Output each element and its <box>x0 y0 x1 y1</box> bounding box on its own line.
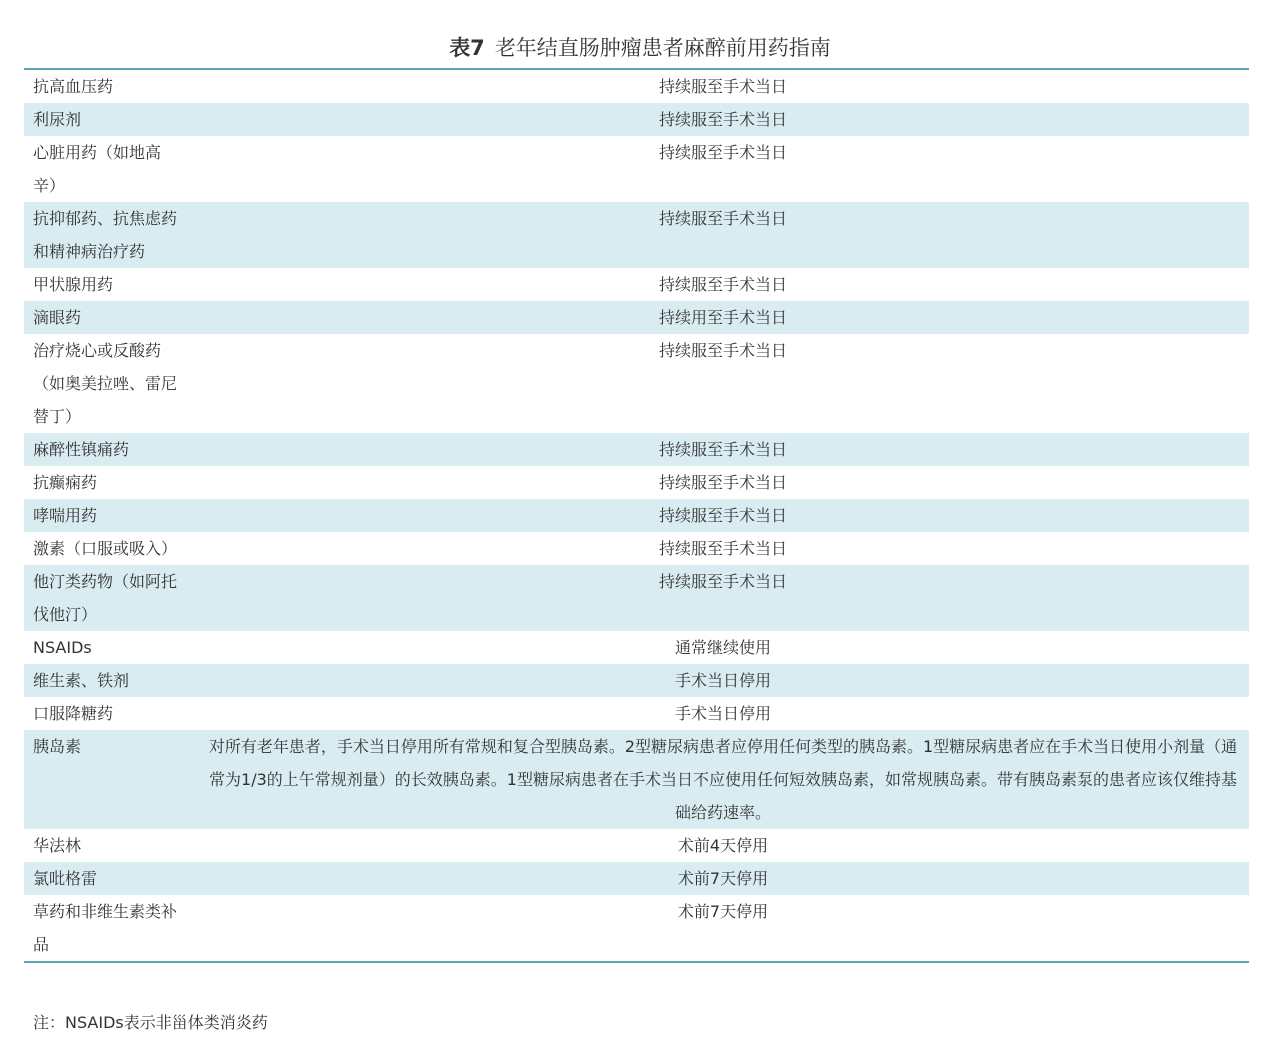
drug-name-cell: 维生素、铁剂 <box>24 664 199 697</box>
drug-name-cell: 草药和非维生素类补品 <box>33 902 178 954</box>
drug-name-cell: 激素（口服或吸入） <box>33 539 178 558</box>
drug-name-cell: 抗高血压药 <box>33 77 114 96</box>
table-title <box>0 30 1280 66</box>
table-row <box>24 499 1249 532</box>
drug-name-cell: 利尿剂 <box>24 103 199 136</box>
drug-name-cell: 华法林 <box>33 836 82 855</box>
recommendation-cell: 持续服至手术当日 <box>199 202 1249 268</box>
recommendation-cell: 持续服至手术当日 <box>199 103 1249 136</box>
table-row <box>24 301 1249 334</box>
recommendation-cell: 术前4天停用 <box>677 836 769 855</box>
medication-table <box>24 68 1249 963</box>
drug-name-cell: 滴眼药 <box>24 301 199 334</box>
recommendation-cell: 术前7天停用 <box>677 902 769 921</box>
drug-name-cell: 他汀类药物（如阿托伐他汀） <box>24 565 199 631</box>
recommendation-cell: 持续服至手术当日 <box>199 499 1249 532</box>
recommendation-cell: 对所有老年患者，手术当日停用所有常规和复合型胰岛素。2型糖尿病患者应停用任何类型的胰岛素。1型糖尿病患者应在手术当日使用小剂量（通常为1/3的上午常规剂量）的长效胰岛素。1型糖尿病患者在手术当日不应使用任何短效胰岛素，如常规胰岛素。带有胰岛素泵的患者应该仅维持基础给药速率。 <box>199 730 1249 829</box>
table-row <box>24 202 1249 268</box>
drug-name-cell: 心脏用药（如地高辛） <box>33 143 162 195</box>
table-row <box>24 829 1249 862</box>
drug-name-cell: 哮喘用药 <box>24 499 199 532</box>
table-row <box>24 268 1249 301</box>
table-row <box>24 532 1249 565</box>
recommendation-cell: 持续服至手术当日 <box>658 77 787 96</box>
table-row <box>24 466 1249 499</box>
table-row <box>24 136 1249 202</box>
drug-name-cell: 麻醉性镇痛药 <box>24 433 199 466</box>
table-row <box>24 631 1249 664</box>
recommendation-cell: 持续服至手术当日 <box>658 275 787 294</box>
recommendation-cell: 通常继续使用 <box>674 638 771 657</box>
table-row <box>24 664 1249 697</box>
drug-name-cell: 抗癫痫药 <box>33 473 98 492</box>
recommendation-cell: 持续服至手术当日 <box>658 473 787 492</box>
table-row <box>24 103 1249 136</box>
drug-name-cell: 氯吡格雷 <box>24 862 199 895</box>
table-title-text: 老年结直肠肿瘤患者麻醉前用药指南 <box>494 36 831 60</box>
recommendation-cell: 持续服至手术当日 <box>658 539 787 558</box>
recommendation-cell: 持续服至手术当日 <box>199 565 1249 631</box>
table-row <box>24 334 1249 433</box>
drug-name-cell: 胰岛素 <box>24 730 199 829</box>
table-row <box>24 895 1249 961</box>
drug-name-cell: 抗抑郁药、抗焦虑药和精神病治疗药 <box>24 202 199 268</box>
table-row <box>24 730 1249 829</box>
table-row <box>24 862 1249 895</box>
recommendation-cell: 手术当日停用 <box>199 664 1249 697</box>
recommendation-cell: 持续服至手术当日 <box>199 433 1249 466</box>
drug-name-cell: 口服降糖药 <box>33 704 114 723</box>
recommendation-cell: 术前7天停用 <box>199 862 1249 895</box>
recommendation-cell: 持续服至手术当日 <box>658 143 787 162</box>
table-footnote: 注：NSAIDs表示非甾体类消炎药 <box>33 1013 268 1032</box>
table-row <box>24 433 1249 466</box>
recommendation-cell: 持续用至手术当日 <box>199 301 1249 334</box>
drug-name-cell: 治疗烧心或反酸药（如奥美拉唑、雷尼替丁） <box>33 341 178 426</box>
table-number: 表7 <box>449 36 485 60</box>
table-row <box>24 565 1249 631</box>
table-row <box>24 70 1249 103</box>
table-row <box>24 697 1249 730</box>
recommendation-cell: 持续服至手术当日 <box>658 341 787 360</box>
recommendation-cell: 手术当日停用 <box>674 704 771 723</box>
drug-name-cell: 甲状腺用药 <box>33 275 114 294</box>
drug-name-cell: NSAIDs <box>33 638 92 657</box>
